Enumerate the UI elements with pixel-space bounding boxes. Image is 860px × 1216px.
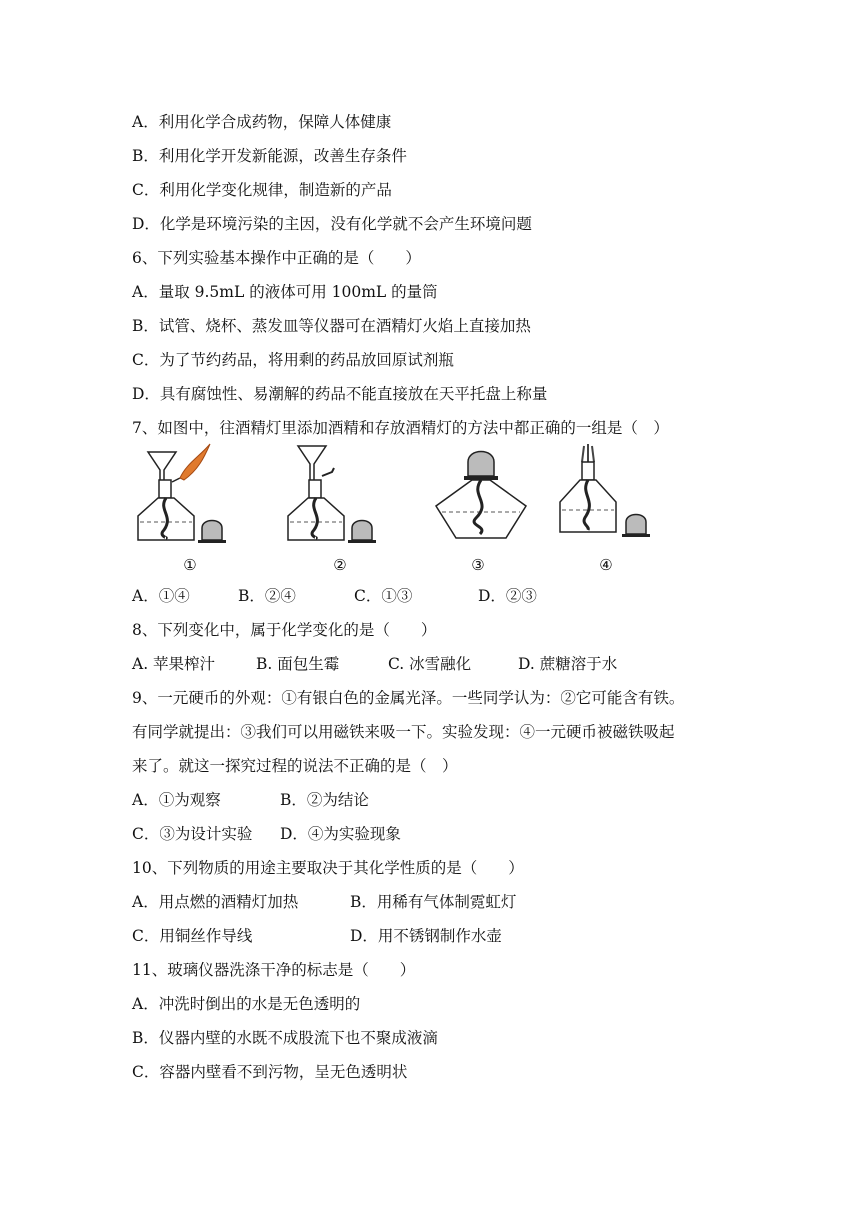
option-c: C. 冰雪融化 (388, 655, 472, 673)
option-c: C．①③ (354, 587, 413, 605)
option-d: D．④为实验现象 (280, 825, 401, 843)
option-a: A．①为观察 (132, 791, 221, 809)
figure-label-4: ④ (599, 556, 613, 574)
question-9-options (132, 824, 401, 844)
option-text: C．容器内壁看不到污物，呈无色透明状 (132, 1063, 408, 1081)
question-7-options (132, 586, 537, 606)
option-b: B. 面包生霉 (256, 655, 340, 673)
option-text: B．仪器内壁的水既不成股流下也不聚成液滴 (132, 1029, 438, 1047)
option-text: C．利用化学变化规律，制造新的产品 (132, 181, 392, 199)
option-text: C．为了节约药品，将用剩的药品放回原试剂瓶 (132, 351, 454, 369)
option-d: D．用不锈钢制作水壶 (350, 927, 502, 945)
figure-label-3: ③ (471, 556, 485, 574)
option-a: A. 苹果榨汁 (132, 655, 216, 673)
option-text: A．利用化学合成药物，保障人体健康 (132, 113, 392, 131)
question-9-options (132, 790, 369, 810)
question-10-options (132, 892, 516, 912)
question-8: 8、下列变化中，属于化学变化的是（ ） (132, 621, 437, 639)
alcohol-lamp-4 (548, 440, 658, 565)
question-6: 6、下列实验基本操作中正确的是（ ） (132, 249, 421, 267)
option-text: A．量取 9.5mL 的液体可用 100mL 的量筒 (132, 283, 438, 301)
question-8-options (132, 654, 617, 674)
alcohol-lamp-1 (128, 440, 238, 565)
question-9: 9、一元硬币的外观：①有银白色的金属光泽。一些同学认为：②它可能含有铁。 (132, 689, 685, 707)
option-b: B．用稀有气体制霓虹灯 (350, 893, 517, 911)
alcohol-lamp-3 (428, 440, 538, 565)
option-text: A．冲洗时倒出的水是无色透明的 (132, 995, 361, 1013)
option-c: C．③为设计实验 (132, 825, 253, 843)
figure-label-1: ① (183, 556, 197, 574)
alcohol-lamp-figure (128, 440, 648, 580)
figure-label-2: ② (333, 556, 347, 574)
question-7: 7、如图中，往酒精灯里添加酒精和存放酒精灯的方法中都正确的一组是（ ） (132, 419, 669, 437)
option-text: D．具有腐蚀性、易潮解的药品不能直接放在天平托盘上称量 (132, 385, 548, 403)
option-a: A．用点燃的酒精灯加热 (132, 893, 299, 911)
question-11: 11、玻璃仪器洗涤干净的标志是（ ） (132, 961, 416, 979)
option-text: D．化学是环境污染的主因，没有化学就不会产生环境问题 (132, 215, 532, 233)
question-9-cont: 来了。就这一探究过程的说法不正确的是（ ） (132, 757, 458, 775)
option-text: B．利用化学开发新能源，改善生存条件 (132, 147, 407, 165)
option-b: B．②④ (238, 587, 296, 605)
alcohol-lamp-2 (278, 440, 388, 565)
question-10: 10、下列物质的用途主要取决于其化学性质的是（ ） (132, 859, 524, 877)
question-10-options (132, 926, 502, 946)
option-d: D. 蔗糖溶于水 (518, 655, 618, 673)
option-b: B．②为结论 (280, 791, 369, 809)
option-a: A．①④ (132, 587, 190, 605)
option-d: D．②③ (478, 587, 537, 605)
question-9-cont: 有同学就提出：③我们可以用磁铁来吸一下。实验发现：④一元硬币被磁铁吸起 (132, 723, 675, 741)
option-c: C．用铜丝作导线 (132, 927, 253, 945)
option-text: B．试管、烧杯、蒸发皿等仪器可在酒精灯火焰上直接加热 (132, 317, 531, 335)
